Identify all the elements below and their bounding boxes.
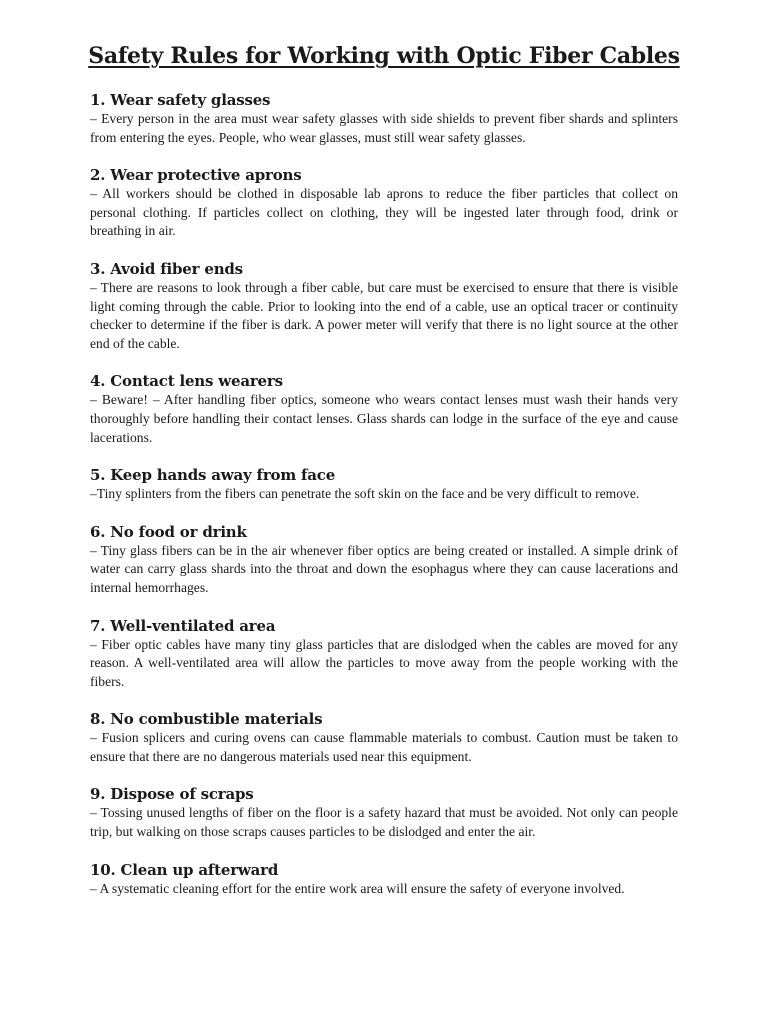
rule-body: –Tiny splinters from the fibers can penetrate the soft skin on the face and be very difficult to remove. bbox=[90, 486, 640, 502]
rule-item bbox=[90, 860, 678, 899]
rule-item bbox=[90, 259, 678, 353]
rule-heading: 1. Wear safety glasses bbox=[90, 91, 271, 109]
rules-list bbox=[90, 90, 678, 898]
rule-heading: 3. Avoid fiber ends bbox=[90, 259, 243, 278]
rule-body: – Tiny glass fibers can be in the air whenever fiber optics are being created or installed. A simple drink of water can carry glass shards into the throat and down the esophagus where they can cause lacerations and internal hemorrhages. bbox=[90, 542, 678, 595]
rule-item bbox=[90, 371, 678, 447]
rule-body: – Fiber optic cables have many tiny glass particles that are dislodged when the cables are moved for any reason. A well-ventilated area will allow the particles to move away from the people working with the fibers. bbox=[90, 636, 678, 689]
rule-heading: 7. Well-ventilated area bbox=[90, 616, 276, 635]
rule-heading: 8. No combustible materials bbox=[90, 710, 323, 729]
rule-heading: 6. No food or drink bbox=[90, 522, 247, 541]
rule-item bbox=[90, 90, 678, 147]
rule-item bbox=[90, 522, 678, 598]
rule-heading: 9. Dispose of scraps bbox=[90, 785, 254, 804]
rule-heading: 5. Keep hands away from face bbox=[90, 466, 336, 485]
rule-item bbox=[90, 784, 678, 841]
rule-item bbox=[90, 165, 678, 241]
rule-body: – A systematic cleaning effort for the entire work area will ensure the safety of everyone involved. bbox=[90, 880, 625, 896]
rule-item bbox=[90, 465, 678, 504]
rule-body: – All workers should be clothed in disposable lab aprons to reduce the fiber particles that collect on personal clothing. If particles collect on clothing, they will be ingested later through food, drink or breathing in air. bbox=[90, 186, 678, 239]
rule-body: – Every person in the area must wear safety glasses with side shields to prevent fiber shards and splinters from entering the eyes. People, who wear glasses, must still wear safety glasses. bbox=[90, 111, 678, 145]
rule-heading: 4. Contact lens wearers bbox=[90, 372, 283, 391]
rule-heading: 2. Wear protective aprons bbox=[90, 166, 302, 185]
rule-body: – There are reasons to look through a fiber cable, but care must be exercised to ensure that there is visible light coming through the cable. Prior to looking into the end of a cable, use an optical tracer or continuity checker to determine if the fiber is dark. A power meter will verify that there is no light source at the other end of the cable. bbox=[90, 279, 678, 351]
rule-item bbox=[90, 616, 678, 692]
rule-body: – Fusion splicers and curing ovens can cause flammable materials to combust. Caution must be taken to ensure that there are no dangerous materials used near this equipment. bbox=[90, 730, 678, 764]
rule-body: – Beware! – After handling fiber optics, someone who wears contact lenses must wash their hands very thoroughly before handling their contact lenses. Glass shards can lodge in the surface of the eye and cause lacerations. bbox=[90, 392, 678, 445]
rule-body: – Tossing unused lengths of fiber on the floor is a safety hazard that must be avoided. Not only can people trip, but walking on those scraps causes particles to be dislodged and enter the air. bbox=[90, 805, 678, 840]
rule-item bbox=[90, 709, 678, 766]
document-title: Safety Rules for Working with Optic Fiber Cables bbox=[88, 43, 680, 69]
rule-heading: 10. Clean up afterward bbox=[90, 860, 279, 879]
